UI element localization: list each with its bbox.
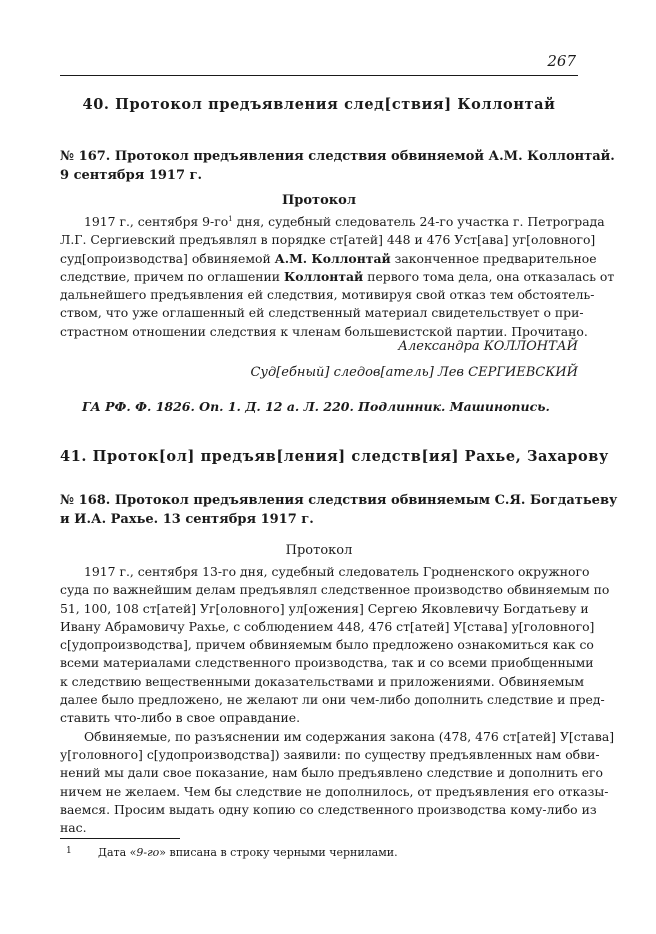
body-line: нас. — [60, 820, 87, 836]
protocol-heading-1: Протокол — [282, 193, 356, 208]
body-line: Обвиняемые, по разъяснении им содержания закона (478, 476 ст[атей] У[става] — [84, 728, 615, 744]
protocol-heading-2: Протокол — [285, 543, 353, 558]
body-line: страстном отношении следствия к членам большевистской партии. Прочитано. — [60, 323, 588, 339]
signature-sergievsky: Суд[ебный] следов[атель] Лев СЕРГИЕВСКИЙ — [250, 365, 578, 380]
body-line: 1917 г., сентября 13-го дня, судебный следователь Гродненского окружного — [84, 564, 590, 579]
section-41-title: 41. Проток[ол] предъяв[ления] следств[ия] Рахье, Захарову — [60, 448, 609, 465]
body-line: Л.Г. Сергиевский предъявлял в порядке ст[атей] 448 и 476 Уст[ава] уг[оловного] — [60, 232, 596, 248]
body-text-fragment: дня, судебный следователь 24-го участка г. Петрограда — [232, 214, 605, 229]
footnote-marker: 1 — [66, 846, 72, 856]
body-line — [60, 213, 605, 231]
signature-kollontai: Александра КОЛЛОНТАЙ — [398, 339, 578, 354]
footnote-text: Дата « — [98, 846, 137, 859]
body-line: Ивану Абрамовичу Рахье, с соблюдением 448, 476 ст[атей] У[става] у[головного] — [60, 618, 595, 634]
body-line — [60, 250, 597, 268]
body-line: нений мы дали свое показание, нам было предъявлено следствие и дополнить его — [60, 765, 603, 781]
body-text-fragment: следствие, причем по оглашении — [60, 268, 284, 284]
page-number: 267 — [547, 52, 576, 70]
body-line: у[головного] с[удопроизводства]) заявили: по существу предъявленных нам обви- — [60, 746, 600, 762]
footnote-ref: 1 — [228, 214, 233, 223]
footnote-text-italic: 9-го — [136, 846, 160, 859]
document-167-title-line1: № 167. Протокол предъявления следствия обвиняемой А.М. Коллонтай. — [60, 149, 615, 164]
document-167-title-line2: 9 сентября 1917 г. — [60, 168, 203, 183]
body-line: ставить что-либо в свое оправдание. — [60, 710, 301, 726]
section-40-title: 40. Протокол предъявления след[ствия] Коллонтай — [82, 96, 556, 113]
body-line — [60, 268, 615, 286]
defendant-name: А.М. Коллонтай — [274, 250, 391, 266]
body-line: 51, 100, 108 ст[атей] Уг[оловного] ул[ожения] Сергею Яковлевичу Богдатьеву и — [60, 600, 589, 616]
body-line: к следствию вещественными доказательствами и приложениями. Обвиняемым — [60, 673, 585, 689]
body-line: ничем не желаем. Чем бы следствие не дополнилось, от предъявления его отказы- — [60, 783, 609, 799]
document-167-title — [60, 147, 615, 185]
body-line: с[удопроизводства], причем обвиняемым было предложено ознакомиться как со — [60, 637, 594, 653]
protocol-1-body — [60, 213, 615, 341]
document-168-title-line2: и И.А. Рахье. 13 сентября 1917 г. — [60, 512, 314, 527]
footnote — [66, 846, 398, 859]
body-text-fragment: законченное предварительное — [390, 250, 597, 266]
body-text-fragment: первого тома дела, она отказалась от — [363, 268, 615, 284]
defendant-name: Коллонтай — [284, 268, 364, 284]
body-line: дальнейшего предъявления ей следствия, мотивируя свой отказ тем обстоятель- — [60, 287, 595, 303]
body-text-fragment: суд[опроизводства] обвиняемой — [60, 250, 275, 266]
document-168-title — [60, 491, 618, 529]
header-rule — [60, 75, 578, 76]
body-line: всеми материалами следственного производства, так и со всеми приобщенными — [60, 655, 594, 671]
footnote-rule — [60, 838, 180, 839]
body-line: ством, что уже оглашенный ей следственный материал свидетельствует о при- — [60, 305, 584, 321]
archive-reference: ГА РФ. Ф. 1826. Оп. 1. Д. 12 а. Л. 220. Подлинник. Машинопись. — [82, 399, 550, 414]
protocol-2-body — [60, 563, 615, 837]
body-line: суда по важнейшим делам предъявлял следственное производство обвиняемым по — [60, 582, 610, 598]
body-line: ваемся. Просим выдать одну копию со следственного производства кому-либо из — [60, 801, 597, 817]
body-line: далее было предложено, не желают ли они чем-либо дополнить следствие и пред- — [60, 692, 605, 708]
footnote-text: » вписана в строку черными чернилами. — [159, 846, 398, 859]
body-text-fragment: 1917 г., сентября 9-го — [84, 214, 229, 229]
document-168-title-line1: № 168. Протокол предъявления следствия обвиняемым С.Я. Богдатьеву — [60, 493, 618, 508]
